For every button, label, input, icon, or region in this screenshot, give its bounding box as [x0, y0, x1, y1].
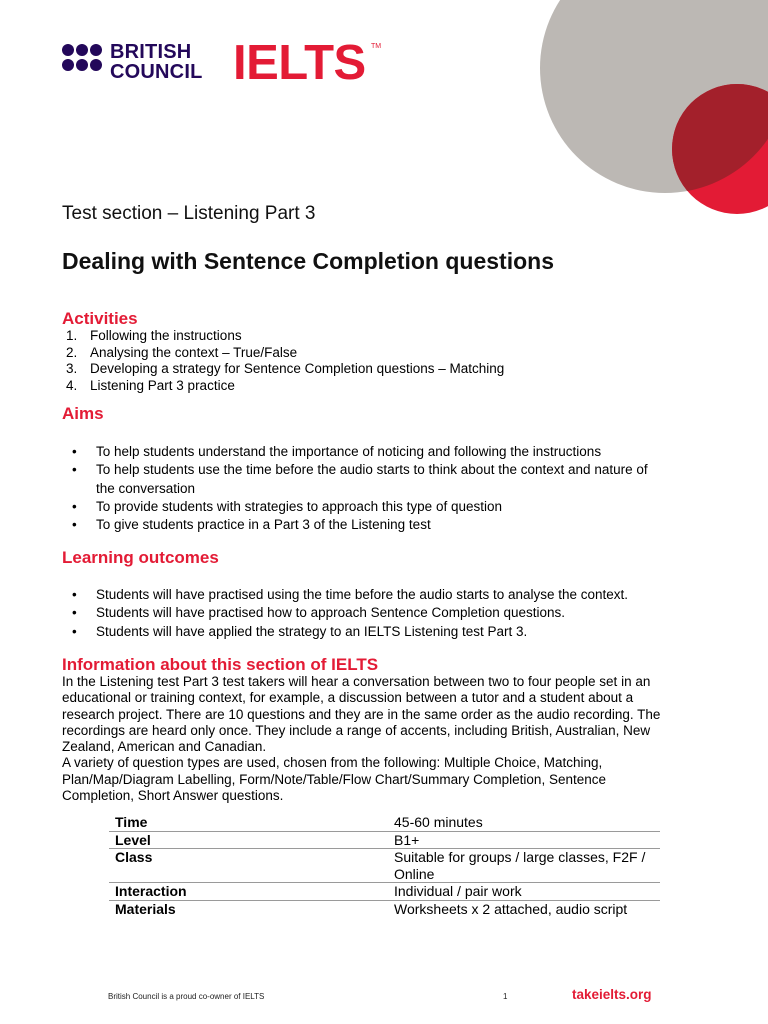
activity-text: Following the instructions — [90, 328, 242, 343]
outcome-item — [70, 586, 670, 604]
activity-text: Developing a strategy for Sentence Completion questions – Matching — [90, 361, 505, 376]
decorative-red-circle — [672, 84, 768, 214]
activity-item — [66, 345, 504, 362]
outcome-item — [70, 604, 670, 622]
aim-item — [70, 443, 670, 461]
table-value-cell: Individual / pair work — [388, 883, 660, 901]
aims-heading: Aims — [62, 404, 104, 423]
activity-number: 3. — [66, 361, 78, 376]
table-key-cell: Class — [109, 849, 388, 883]
info-paragraph-1: In the Listening test Part 3 test takers will hear a conversation between two to four people set in an educational or training context, for example, a discussion between a tutor and a student about a research project. There are 10 questions and they are in the same order as the audio recording. The recordings are heard only once. They include a range of accents, including British, Australian, New Zealand, American and Canadian. — [62, 674, 661, 755]
table-key-cell: Interaction — [109, 883, 388, 901]
page-title: Dealing with Sentence Completion questions — [62, 248, 554, 274]
activities-list — [66, 328, 504, 394]
table-key-cell: Level — [109, 831, 388, 849]
lesson-details-table — [109, 814, 660, 917]
footer-website-link[interactable]: takeielts.org — [572, 987, 652, 1002]
logo-line-2: COUNCIL — [110, 61, 203, 83]
outcome-item-text: Students will have practised using the time before the audio starts to analyse the context. — [96, 587, 629, 602]
aim-item — [70, 461, 670, 498]
bullet-icon: • — [72, 623, 77, 639]
table-row — [109, 831, 660, 849]
aims-list — [70, 443, 670, 534]
test-section-label: Test section – Listening Part 3 — [62, 203, 316, 224]
activity-item — [66, 378, 504, 395]
footer-co-owner-note: British Council is a proud co-owner of IELTS — [108, 992, 265, 1001]
aim-item-text: To give students practice in a Part 3 of the Listening test — [96, 517, 431, 533]
logo-line-1: BRITISH — [110, 41, 192, 63]
outcome-item — [70, 623, 670, 641]
activities-heading: Activities — [62, 309, 138, 328]
table-row — [109, 849, 660, 883]
bullet-icon: • — [72, 587, 77, 602]
info-paragraph-2: A variety of question types are used, chosen from the following: Multiple Choice, Matching, Plan/Map/Diagram Labelling, Form/Note/Table/Flow Chart/Summary Completion, Sentence Completion, Short Answer questions. — [62, 755, 606, 804]
info-heading: Information about this section of IELTS — [62, 655, 379, 674]
footer-page-number: 1 — [503, 992, 508, 1001]
activity-text: Listening Part 3 practice — [90, 377, 235, 393]
info-text — [62, 674, 662, 804]
table-key-cell: Time — [109, 814, 388, 831]
activity-item — [66, 361, 504, 378]
british-council-dots-icon — [62, 44, 106, 84]
outcome-item-text: Students will have applied the strategy to an IELTS Listening test Part 3. — [96, 623, 528, 639]
bullet-icon: • — [72, 605, 77, 621]
table-key-cell: Materials — [115, 900, 176, 917]
table-value-cell: Suitable for groups / large classes, F2F / Online — [388, 849, 660, 883]
activity-text: Analysing the context – True/False — [90, 344, 298, 360]
ielts-wordmark: IELTS — [233, 36, 366, 90]
table-row — [109, 814, 660, 831]
bullet-icon: • — [72, 498, 77, 514]
table-value-cell: B1+ — [388, 831, 660, 849]
activity-number: 1. — [66, 328, 78, 343]
aim-item-text: To help students understand the importance of noticing and following the instructions — [96, 444, 602, 459]
table-value-cell: Worksheets x 2 attached, audio script — [394, 900, 628, 917]
activity-number: 4. — [66, 377, 78, 393]
activity-item — [66, 328, 504, 345]
aim-item — [70, 516, 670, 534]
table-value-cell: 45-60 minutes — [388, 814, 660, 831]
trademark-mark: TM — [371, 43, 382, 50]
table-row — [109, 883, 660, 901]
decorative-overlap-shape — [672, 84, 768, 193]
bullet-icon: • — [72, 517, 77, 533]
activity-number: 2. — [66, 344, 78, 360]
aim-item — [70, 498, 670, 516]
learning-outcomes-heading: Learning outcomes — [62, 548, 219, 567]
aim-item-text: To help students use the time before the audio starts to think about the context and nature of the conversation — [96, 462, 648, 496]
aim-item-text: To provide students with strategies to approach this type of question — [96, 498, 502, 514]
bullet-icon: • — [72, 444, 77, 459]
bullet-icon: • — [72, 462, 77, 478]
learning-outcomes-list — [70, 586, 670, 641]
outcome-item-text: Students will have practised how to approach Sentence Completion questions. — [96, 605, 566, 621]
table-row — [109, 900, 660, 917]
